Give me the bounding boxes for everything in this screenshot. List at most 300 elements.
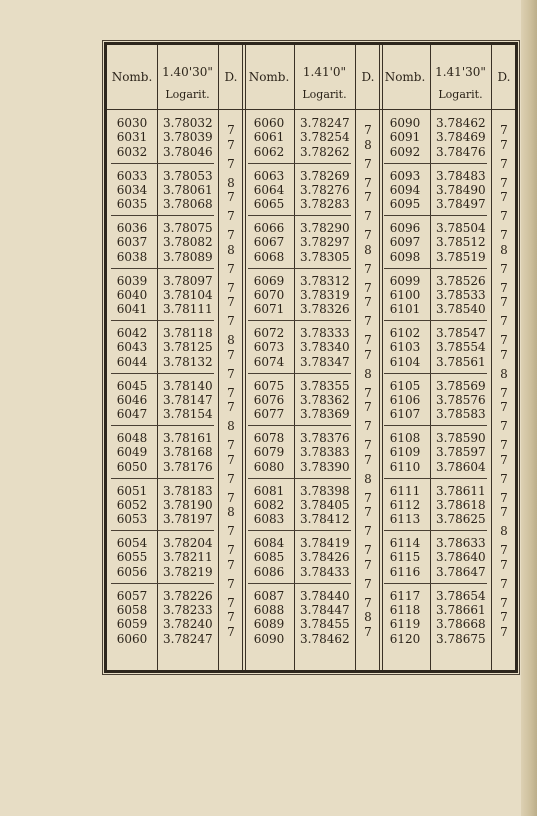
block-separator [111,215,214,216]
number-cell: 6042 [116,326,148,340]
number-cell: 6045 [116,378,148,393]
header-logarit [157,45,218,109]
header-difference: D. [497,70,511,84]
difference-cell: 7 [500,505,508,520]
difference-cell: 7 [227,295,235,310]
logarithm-cell: 3.78347 [300,354,350,369]
number-cell: 6081 [253,483,285,498]
logarithm-cell: 3.78046 [163,144,213,159]
column-rule [430,45,431,670]
difference-cell: 7 [364,261,372,276]
difference-cell: 7 [227,261,235,276]
difference-cell: 7 [500,228,508,243]
number-cell: 6109 [389,445,421,460]
difference-cell: 8 [500,242,508,257]
difference-cell: 7 [500,419,508,434]
number-cell: 6089 [253,617,285,632]
difference-cell: 7 [364,524,372,539]
difference-cell: 7 [364,295,372,310]
logarithm-cell: 3.78118 [163,326,213,340]
block-separator [248,583,351,584]
difference-cell: 7 [500,543,508,558]
number-cell: 6071 [253,302,285,317]
block-separator [248,530,351,531]
column-rule [294,45,295,670]
logarithm-cell: 3.78462 [436,116,486,130]
number-cell: 6098 [389,249,421,264]
difference-cell: 7 [500,624,508,639]
logarithm-cell: 3.78661 [436,602,486,617]
difference-cell: 7 [500,280,508,295]
number-cell: 6055 [116,550,148,565]
header-nomb: Nomb. [111,70,153,84]
header-logarit [294,45,355,109]
number-cell: 6059 [116,617,148,632]
header-angle: 1.40'30" [162,65,213,79]
header-nomb: Nomb. [384,70,426,84]
number-cell: 6092 [389,144,421,159]
difference-cell: 7 [227,314,235,329]
number-cell: 6036 [116,221,148,235]
number-cell: 6074 [253,354,285,369]
difference-cell: 8 [364,366,372,381]
number-cell: 6072 [253,326,285,340]
logarithm-table [104,42,518,673]
logarithm-cell: 3.78647 [436,564,486,579]
number-cell: 6030 [116,116,148,130]
number-cell: 6078 [253,431,285,445]
difference-cell: 7 [500,400,508,415]
difference-cell: 7 [227,471,235,486]
header-logarit-label: Logarit. [165,88,210,101]
logarithm-cell: 3.78512 [436,235,486,250]
logarithm-cell: 3.78597 [436,445,486,460]
logarithm-cell: 3.78340 [300,340,350,355]
number-cell: 6080 [253,459,285,474]
difference-cell: 7 [227,624,235,639]
number-cell: 6102 [389,326,421,340]
block-separator [111,530,214,531]
difference-cell: 8 [227,242,235,257]
header-nomb: Nomb. [248,70,290,84]
logarithm-cell: 3.78276 [300,182,350,197]
logarithm-cell: 3.78625 [436,512,486,527]
difference-cell: 7 [227,400,235,415]
number-cell: 6107 [389,407,421,422]
difference-cell: 7 [227,452,235,467]
number-cell: 6061 [253,130,285,145]
number-cell: 6106 [389,392,421,407]
block-separator [248,478,351,479]
logarithm-cell: 3.78554 [436,340,486,355]
logarithm-cell: 3.78540 [436,302,486,317]
difference-cell: 7 [364,175,372,190]
number-cell: 6051 [116,483,148,498]
number-cell: 6105 [389,378,421,393]
difference-cell: 7 [227,228,235,243]
difference-cell: 7 [364,595,372,610]
difference-cell: 7 [500,452,508,467]
difference-cell: 7 [364,624,372,639]
logarithm-cell: 3.78068 [163,197,213,212]
difference-cell: 7 [500,576,508,591]
block-separator [111,163,214,164]
difference-cell: 7 [364,314,372,329]
block-separator [248,163,351,164]
number-cell: 6069 [253,273,285,288]
logarithm-cell: 3.78161 [163,431,213,445]
logarithm-cell: 3.78190 [163,497,213,512]
difference-cell: 7 [227,156,235,171]
number-cell: 6060 [253,116,285,130]
number-cell: 6079 [253,445,285,460]
logarithm-cell: 3.78032 [163,116,213,130]
block-separator [248,320,351,321]
number-cell: 6062 [253,144,285,159]
number-cell: 6066 [253,221,285,235]
difference-cell: 7 [227,209,235,224]
logarithm-cell: 3.78233 [163,602,213,617]
number-cell: 6048 [116,431,148,445]
logarithm-cell: 3.78219 [163,564,213,579]
number-cell: 6114 [389,536,421,550]
number-cell: 6034 [116,182,148,197]
difference-cell: 7 [364,400,372,415]
number-cell: 6113 [389,512,421,527]
difference-cell: 7 [364,505,372,520]
number-cell: 6046 [116,392,148,407]
logarithm-cell: 3.78576 [436,392,486,407]
header-rule [107,109,515,110]
logarithm-cell: 3.78654 [436,588,486,603]
difference-cell: 7 [500,295,508,310]
number-cell: 6050 [116,459,148,474]
difference-cell: 7 [364,156,372,171]
block-separator [384,163,487,164]
logarithm-cell: 3.78462 [300,631,350,646]
logarithm-cell: 3.78305 [300,249,350,264]
difference-cell: 7 [364,543,372,558]
difference-cell: 7 [500,610,508,625]
logarithm-cell: 3.78075 [163,221,213,235]
logarithm-cell: 3.78504 [436,221,486,235]
number-cell: 6037 [116,235,148,250]
header-logarit [430,45,491,109]
difference-cell: 7 [500,471,508,486]
logarithm-cell: 3.78376 [300,431,350,445]
number-cell: 6040 [116,287,148,302]
difference-cell: 7 [364,490,372,505]
logarithm-cell: 3.78369 [300,407,350,422]
logarithm-cell: 3.78455 [300,617,350,632]
logarithm-cell: 3.78061 [163,182,213,197]
difference-cell: 7 [364,347,372,362]
logarithm-cell: 3.78226 [163,588,213,603]
number-cell: 6088 [253,602,285,617]
difference-cell: 7 [364,557,372,572]
logarithm-cell: 3.78675 [436,631,486,646]
number-cell: 6070 [253,287,285,302]
number-cell: 6100 [389,287,421,302]
logarithm-cell: 3.78405 [300,497,350,512]
logarithm-cell: 3.78590 [436,431,486,445]
number-cell: 6119 [389,617,421,632]
difference-cell: 8 [227,419,235,434]
logarithm-cell: 3.78125 [163,340,213,355]
difference-cell: 7 [227,524,235,539]
logarithm-cell: 3.78355 [300,378,350,393]
difference-cell: 7 [364,438,372,453]
logarithm-cell: 3.78483 [436,168,486,183]
block-separator [384,268,487,269]
number-cell: 6047 [116,407,148,422]
difference-cell: 8 [227,175,235,190]
difference-cell: 7 [227,137,235,152]
logarithm-cell: 3.78240 [163,617,213,632]
number-cell: 6101 [389,302,421,317]
logarithm-cell: 3.78497 [436,197,486,212]
difference-cell: 7 [364,228,372,243]
number-cell: 6031 [116,130,148,145]
number-cell: 6108 [389,431,421,445]
difference-cell: 7 [227,610,235,625]
number-cell: 6083 [253,512,285,527]
difference-cell: 8 [364,471,372,486]
logarithm-cell: 3.78469 [436,130,486,145]
number-cell: 6099 [389,273,421,288]
number-cell: 6096 [389,221,421,235]
number-cell: 6044 [116,354,148,369]
difference-cell: 8 [227,333,235,348]
number-cell: 6087 [253,588,285,603]
number-cell: 6103 [389,340,421,355]
difference-cell: 7 [227,190,235,205]
logarithm-cell: 3.78089 [163,249,213,264]
logarithm-cell: 3.78104 [163,287,213,302]
number-cell: 6054 [116,536,148,550]
block-separator [384,530,487,531]
number-cell: 6052 [116,497,148,512]
logarithm-cell: 3.78618 [436,497,486,512]
number-cell: 6033 [116,168,148,183]
number-cell: 6118 [389,602,421,617]
number-cell: 6117 [389,588,421,603]
difference-cell: 8 [500,366,508,381]
logarithm-cell: 3.78604 [436,459,486,474]
logarithm-cell: 3.78668 [436,617,486,632]
number-cell: 6035 [116,197,148,212]
logarithm-cell: 3.78611 [436,483,486,498]
block-separator [384,373,487,374]
block-separator [111,478,214,479]
number-cell: 6068 [253,249,285,264]
difference-cell: 7 [227,123,235,138]
logarithm-cell: 3.78269 [300,168,350,183]
number-cell: 6056 [116,564,148,579]
number-cell: 6073 [253,340,285,355]
logarithm-cell: 3.78561 [436,354,486,369]
difference-cell: 7 [500,156,508,171]
difference-cell: 7 [500,385,508,400]
logarithm-cell: 3.78140 [163,378,213,393]
logarithm-cell: 3.78326 [300,302,350,317]
block-separator [384,478,487,479]
difference-cell: 7 [364,280,372,295]
logarithm-cell: 3.78362 [300,392,350,407]
block-separator [384,215,487,216]
logarithm-cell: 3.78333 [300,326,350,340]
block-separator [248,425,351,426]
header-difference: D. [224,70,238,84]
difference-cell: 8 [500,524,508,539]
number-cell: 6112 [389,497,421,512]
difference-cell: 7 [500,137,508,152]
difference-cell: 7 [500,347,508,362]
header-logarit-label: Logarit. [302,88,347,101]
logarithm-cell: 3.78039 [163,130,213,145]
block-separator [384,583,487,584]
difference-cell: 7 [500,557,508,572]
logarithm-cell: 3.78097 [163,273,213,288]
number-cell: 6082 [253,497,285,512]
number-cell: 6086 [253,564,285,579]
difference-cell: 7 [364,419,372,434]
logarithm-cell: 3.78519 [436,249,486,264]
difference-cell: 7 [500,190,508,205]
logarithm-cell: 3.78262 [300,144,350,159]
block-separator [111,583,214,584]
difference-cell: 7 [227,347,235,362]
number-cell: 6075 [253,378,285,393]
logarithm-cell: 3.78290 [300,221,350,235]
difference-cell: 7 [500,175,508,190]
number-cell: 6058 [116,602,148,617]
number-cell: 6067 [253,235,285,250]
difference-cell: 8 [364,242,372,257]
difference-cell: 7 [227,576,235,591]
number-cell: 6094 [389,182,421,197]
block-separator [111,373,214,374]
logarithm-cell: 3.78312 [300,273,350,288]
difference-cell: 7 [364,123,372,138]
difference-cell: 8 [364,610,372,625]
logarithm-cell: 3.78132 [163,354,213,369]
number-cell: 6093 [389,168,421,183]
number-cell: 6053 [116,512,148,527]
difference-cell: 8 [227,505,235,520]
logarithm-cell: 3.78533 [436,287,486,302]
number-cell: 6077 [253,407,285,422]
difference-cell: 7 [227,557,235,572]
logarithm-cell: 3.78547 [436,326,486,340]
block-separator [111,268,214,269]
number-cell: 6090 [389,116,421,130]
number-cell: 6076 [253,392,285,407]
difference-cell: 7 [364,209,372,224]
number-cell: 6084 [253,536,285,550]
number-cell: 6104 [389,354,421,369]
logarithm-cell: 3.78640 [436,550,486,565]
difference-cell: 7 [500,123,508,138]
logarithm-cell: 3.78419 [300,536,350,550]
logarithm-cell: 3.78390 [300,459,350,474]
number-cell: 6039 [116,273,148,288]
logarithm-cell: 3.78433 [300,564,350,579]
logarithm-cell: 3.78583 [436,407,486,422]
logarithm-cell: 3.78283 [300,197,350,212]
difference-cell: 7 [500,438,508,453]
difference-cell: 7 [227,438,235,453]
logarithm-cell: 3.78447 [300,602,350,617]
block-separator [111,320,214,321]
number-cell: 6043 [116,340,148,355]
logarithm-cell: 3.78412 [300,512,350,527]
logarithm-cell: 3.78426 [300,550,350,565]
logarithm-cell: 3.78053 [163,168,213,183]
logarithm-cell: 3.78147 [163,392,213,407]
logarithm-cell: 3.78476 [436,144,486,159]
difference-cell: 7 [227,366,235,381]
logarithm-cell: 3.78297 [300,235,350,250]
difference-cell: 7 [500,314,508,329]
block-separator [384,425,487,426]
number-cell: 6115 [389,550,421,565]
number-cell: 6064 [253,182,285,197]
logarithm-cell: 3.78569 [436,378,486,393]
logarithm-cell: 3.78204 [163,536,213,550]
difference-cell: 7 [364,385,372,400]
page-edge [521,0,537,816]
difference-cell: 7 [227,490,235,505]
header-difference: D. [361,70,375,84]
difference-cell: 7 [364,576,372,591]
block-separator [111,425,214,426]
number-cell: 6095 [389,197,421,212]
logarithm-cell: 3.78440 [300,588,350,603]
number-cell: 6090 [253,631,285,646]
logarithm-cell: 3.78319 [300,287,350,302]
logarithm-cell: 3.78183 [163,483,213,498]
number-cell: 6120 [389,631,421,646]
difference-cell: 7 [227,595,235,610]
number-cell: 6116 [389,564,421,579]
difference-cell: 7 [364,333,372,348]
difference-cell: 7 [364,190,372,205]
logarithm-cell: 3.78247 [163,631,213,646]
logarithm-cell: 3.78111 [163,302,213,317]
difference-cell: 7 [227,385,235,400]
number-cell: 6097 [389,235,421,250]
logarithm-cell: 3.78254 [300,130,350,145]
logarithm-cell: 3.78197 [163,512,213,527]
difference-cell: 7 [227,543,235,558]
difference-cell: 7 [500,490,508,505]
column-rule [157,45,158,670]
header-angle: 1.41'30" [435,65,486,79]
block-separator [248,373,351,374]
logarithm-cell: 3.78633 [436,536,486,550]
difference-cell: 7 [500,261,508,276]
difference-cell: 7 [364,452,372,467]
difference-cell: 8 [364,137,372,152]
logarithm-cell: 3.78176 [163,459,213,474]
number-cell: 6091 [389,130,421,145]
number-cell: 6049 [116,445,148,460]
logarithm-cell: 3.78490 [436,182,486,197]
number-cell: 6065 [253,197,285,212]
difference-cell: 7 [227,280,235,295]
logarithm-cell: 3.78154 [163,407,213,422]
